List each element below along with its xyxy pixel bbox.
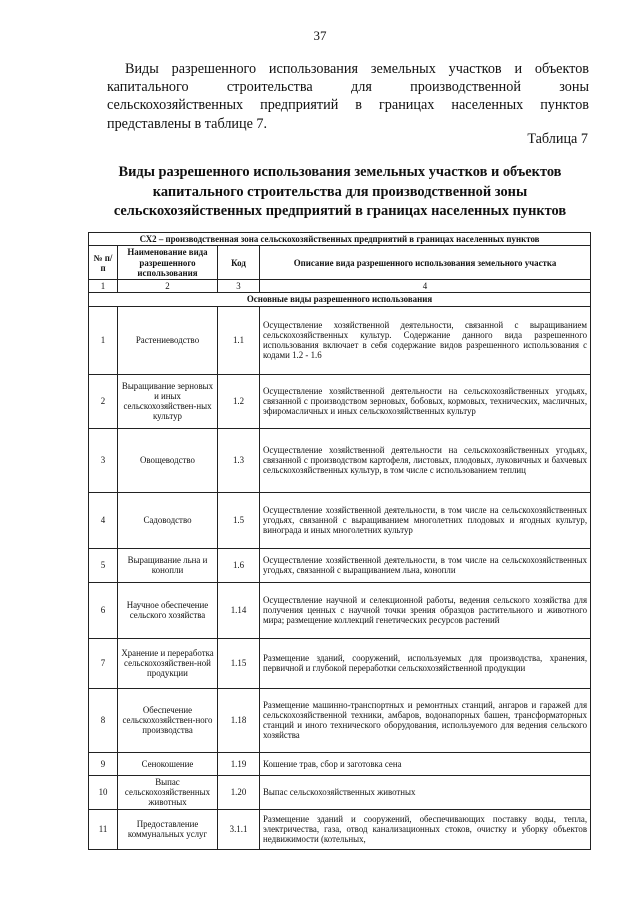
- row-number: 8: [89, 688, 118, 752]
- land-use-table: [88, 232, 591, 850]
- row-use-name: Растениеводство: [118, 306, 218, 374]
- row-use-name: Хранение и переработка сельскохозяйствен-ной продукции: [118, 638, 218, 688]
- table-row: [89, 582, 591, 638]
- row-description: Осуществление хозяйственной деятельности на сельскохозяйственных угодьях, связанной с производством картофеля, листовых, плодовых, луковичных и бахчевых сельскохозяйственных культур, в том числе с использованием теплиц: [260, 428, 591, 492]
- row-use-name: Выращивание зерновых и иных сельскохозяйствен-ных культур: [118, 374, 218, 428]
- column-header-row: [89, 246, 591, 280]
- row-use-name: Выпас сельскохозяйственных животных: [118, 775, 218, 809]
- table-row: [89, 548, 591, 582]
- column-number-row: [89, 280, 591, 293]
- row-use-name: Обеспечение сельскохозяйствен-ного производства: [118, 688, 218, 752]
- zone-header-row: [89, 233, 591, 246]
- table-row: [89, 374, 591, 428]
- row-description: Выпас сельскохозяйственных животных: [260, 775, 591, 809]
- row-number: 3: [89, 428, 118, 492]
- column-header-code: Код: [218, 246, 260, 280]
- section-title-row: [89, 293, 591, 306]
- row-number: 6: [89, 582, 118, 638]
- table-row: [89, 688, 591, 752]
- row-description: Осуществление хозяйственной деятельности на сельскохозяйственных угодьях, связанной с производством зерновых, бобовых, кормовых, технических, масличных, эфиромасличных и иных сельскохозяйственных культур: [260, 374, 591, 428]
- row-number: 1: [89, 306, 118, 374]
- table-row: [89, 775, 591, 809]
- page-number: 37: [313, 28, 327, 43]
- row-code: 3.1.1: [218, 809, 260, 849]
- row-code: 1.18: [218, 688, 260, 752]
- column-header-name: Наименование вида разрешенного использования: [118, 246, 218, 280]
- row-number: 10: [89, 775, 118, 809]
- row-code: 1.20: [218, 775, 260, 809]
- row-description: Осуществление научной и селекционной работы, ведения сельского хозяйства для получения ценных с научной точки зрения образцов растительного и животного мира; размещение коллекций генетических ресурсов растений: [260, 582, 591, 638]
- table-caption: Таблица 7: [527, 131, 588, 147]
- row-description: Осуществление хозяйственной деятельности, в том числе на сельскохозяйственных угодьях, связанной с выращиванием льна, конопли: [260, 548, 591, 582]
- row-number: 9: [89, 752, 118, 775]
- row-use-name: Научное обеспечение сельского хозяйства: [118, 582, 218, 638]
- row-description: Кошение трав, сбор и заготовка сена: [260, 752, 591, 775]
- row-code: 1.15: [218, 638, 260, 688]
- column-header-num: № п/п: [89, 246, 118, 280]
- row-description: Размещение машинно-транспортных и ремонтных станций, ангаров и гаражей для сельскохозяйственной техники, амбаров, водонапорных башен, трансформаторных станций и иного технического оборудования, используемого для ведения сельского хозяйства: [260, 688, 591, 752]
- row-number: 2: [89, 374, 118, 428]
- column-number: 2: [118, 280, 218, 293]
- row-use-name: Овощеводство: [118, 428, 218, 492]
- row-use-name: Предоставление коммунальных услуг: [118, 809, 218, 849]
- row-use-name: Выращивание льна и конопли: [118, 548, 218, 582]
- column-number: 1: [89, 280, 118, 293]
- section-title: Основные виды разрешенного использования: [89, 293, 591, 306]
- row-code: 1.14: [218, 582, 260, 638]
- column-header-description: Описание вида разрешенного использования земельного участка: [260, 246, 591, 280]
- row-number: 7: [89, 638, 118, 688]
- table-row: [89, 492, 591, 548]
- row-description: Размещение зданий и сооружений, обеспечивающих поставку воды, тепла, электричества, газа, отвод канализационных стоков, очистку и уборку объектов недвижимости (котельных,: [260, 809, 591, 849]
- row-number: 11: [89, 809, 118, 849]
- row-use-name: Садоводство: [118, 492, 218, 548]
- zone-header: СХ2 – производственная зона сельскохозяйственных предприятий в границах населенных пунктов: [89, 233, 591, 246]
- table-row: [89, 809, 591, 849]
- row-code: 1.5: [218, 492, 260, 548]
- row-code: 1.1: [218, 306, 260, 374]
- row-description: Осуществление хозяйственной деятельности, связанной с выращиванием сельскохозяйственных культур. Содержание данного вида разрешенного использования включает в себя содержание видов разрешенного использования с кодами 1.2 - 1.6: [260, 306, 591, 374]
- column-number: 3: [218, 280, 260, 293]
- table-row: [89, 306, 591, 374]
- row-code: 1.3: [218, 428, 260, 492]
- row-code: 1.6: [218, 548, 260, 582]
- column-number: 4: [260, 280, 591, 293]
- row-use-name: Сенокошение: [118, 752, 218, 775]
- row-number: 4: [89, 492, 118, 548]
- row-number: 5: [89, 548, 118, 582]
- document-heading: Виды разрешенного использования земельных участков и объектов капитального строительства для производственной зоны сельскохозяйственных предприятий в границах населенных пунктов: [113, 164, 567, 219]
- row-description: Осуществление хозяйственной деятельности, в том числе на сельскохозяйственных угодьях, связанной с выращиванием многолетних плодовых и ягодных культур, винограда и иных многолетних культур: [260, 492, 591, 548]
- table-row: [89, 428, 591, 492]
- intro-paragraph: Виды разрешенного использования земельных участков и объектов капитального строительства для производственной зоны сельскохозяйственных предприятий в границах населенных пунктов представлены в таблице 7.: [107, 61, 589, 132]
- row-code: 1.2: [218, 374, 260, 428]
- table-row: [89, 638, 591, 688]
- table-row: [89, 752, 591, 775]
- row-description: Размещение зданий, сооружений, используемых для производства, хранения, первичной и глубокой переработки сельскохозяйственной продукции: [260, 638, 591, 688]
- row-code: 1.19: [218, 752, 260, 775]
